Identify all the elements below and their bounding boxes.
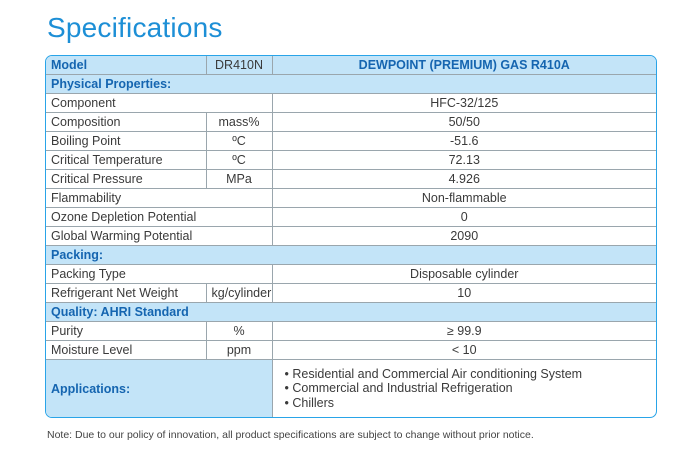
table-row [46, 265, 656, 284]
row-unit: kg/cylinder [206, 284, 272, 303]
row-label: Refrigerant Net Weight [46, 284, 206, 303]
row-value: 2090 [272, 227, 656, 246]
table-row [46, 341, 656, 360]
row-label: Ozone Depletion Potential [46, 208, 272, 227]
table-row [46, 284, 656, 303]
list-item: • Residential and Commercial Air conditioning System [285, 367, 652, 382]
table-row [46, 113, 656, 132]
applications-list [272, 360, 656, 418]
list-item: • Commercial and Industrial Refrigeration [285, 381, 652, 396]
specifications-table [45, 55, 657, 418]
row-unit: ºC [206, 151, 272, 170]
row-value: 0 [272, 208, 656, 227]
page-title: Specifications [47, 12, 223, 43]
row-label: Flammability [46, 189, 272, 208]
row-label: Moisture Level [46, 341, 206, 360]
table-row [46, 170, 656, 189]
row-unit: ºC [206, 132, 272, 151]
product-name: DEWPOINT (PREMIUM) GAS R410A [272, 56, 656, 75]
row-label: Critical Pressure [46, 170, 206, 189]
row-value: -51.6 [272, 132, 656, 151]
disclaimer-note: Note: Due to our policy of innovation, all product specifications are subject to change without prior notice. [47, 429, 534, 441]
row-value: Disposable cylinder [272, 265, 656, 284]
model-label: Model [46, 56, 206, 75]
table-row [46, 132, 656, 151]
row-label: Purity [46, 322, 206, 341]
row-label: Global Warming Potential [46, 227, 272, 246]
section-physical-properties [46, 75, 656, 94]
model-header-row [46, 56, 656, 75]
row-value: Non-flammable [272, 189, 656, 208]
applications-row [46, 360, 656, 418]
section-packing [46, 246, 656, 265]
row-value: 4.926 [272, 170, 656, 189]
row-value: 50/50 [272, 113, 656, 132]
section-title: Packing: [46, 246, 656, 265]
table-row [46, 189, 656, 208]
table-row [46, 151, 656, 170]
row-label: Boiling Point [46, 132, 206, 151]
section-quality [46, 303, 656, 322]
row-value: 10 [272, 284, 656, 303]
table-row [46, 94, 656, 113]
row-unit: % [206, 322, 272, 341]
row-value: ≥ 99.9 [272, 322, 656, 341]
row-value: HFC-32/125 [272, 94, 656, 113]
section-title: Quality: AHRI Standard [46, 303, 656, 322]
list-item: • Chillers [285, 396, 652, 411]
row-label: Composition [46, 113, 206, 132]
row-unit: mass% [206, 113, 272, 132]
row-unit: ppm [206, 341, 272, 360]
table-row [46, 227, 656, 246]
applications-label: Applications: [46, 360, 272, 418]
row-value: 72.13 [272, 151, 656, 170]
row-unit: MPa [206, 170, 272, 189]
table-row [46, 322, 656, 341]
row-label: Component [46, 94, 272, 113]
row-label: Critical Temperature [46, 151, 206, 170]
section-title: Physical Properties: [46, 75, 656, 94]
row-label: Packing Type [46, 265, 272, 284]
row-value: < 10 [272, 341, 656, 360]
table-row [46, 208, 656, 227]
model-value: DR410N [206, 56, 272, 75]
